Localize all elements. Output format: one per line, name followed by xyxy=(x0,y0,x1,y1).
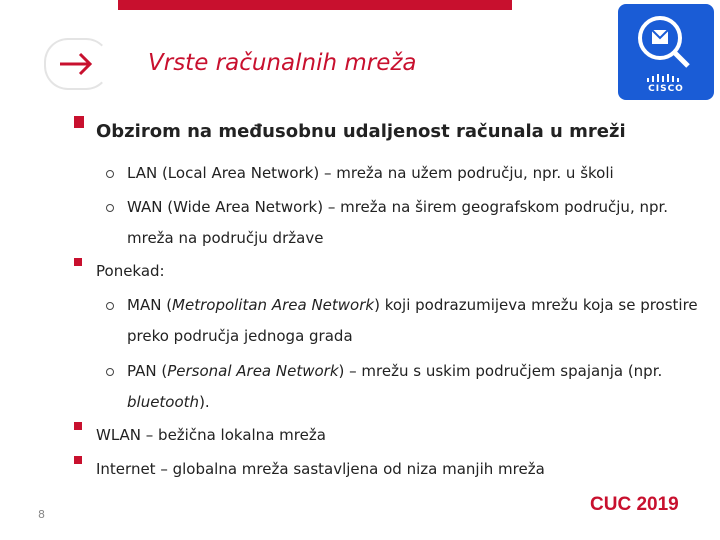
bullet-4: Internet – globalna mreža sastavljena od niza manjih mreža xyxy=(96,460,545,478)
bullet-2-sub-2-line-1 xyxy=(127,362,662,380)
bullet-1-sub-2-line-2: mreža na području države xyxy=(127,229,324,247)
sub-bullet-marker xyxy=(106,204,114,212)
cisco-logo xyxy=(618,4,714,100)
text-segment: ) koji podrazumijeva mrežu koja se prostire xyxy=(374,296,698,314)
footer-label: CUC 2019 xyxy=(590,494,679,515)
arrow-right-icon xyxy=(56,49,96,79)
bullet-2: Ponekad: xyxy=(96,262,165,280)
slide-title: Vrste računalnih mreža xyxy=(148,50,417,76)
text-segment: MAN ( xyxy=(127,296,173,314)
bullet-marker xyxy=(74,116,84,128)
bullet-3: WLAN – bežična lokalna mreža xyxy=(96,426,326,444)
bullet-1: Obzirom na međusobnu udaljenost računala u mreži xyxy=(96,121,626,142)
text-segment-italic: Metropolitan Area Network xyxy=(172,296,375,314)
bullet-marker xyxy=(74,422,82,430)
bullet-1-sub-1: LAN (Local Area Network) – mreža na užem području, npr. u školi xyxy=(127,164,614,182)
top-accent-bar xyxy=(118,0,512,10)
text-segment-italic: Personal Area Network xyxy=(167,362,339,380)
text-segment-italic: bluetooth xyxy=(127,393,200,411)
text-segment: PAN ( xyxy=(127,362,168,380)
bullet-2-sub-2-line-2 xyxy=(127,393,210,411)
bullet-2-sub-1-line-2: preko područja jednoga grada xyxy=(127,327,353,345)
bullet-1-sub-2-line-1: WAN (Wide Area Network) – mreža na širem geografskom području, npr. xyxy=(127,198,669,216)
page-number: 8 xyxy=(38,508,45,521)
sub-bullet-marker xyxy=(106,170,114,178)
sub-bullet-marker xyxy=(106,302,114,310)
text-segment: ) – mrežu s uskim područjem spajanja (npr. xyxy=(338,362,663,380)
arrow-badge xyxy=(44,38,110,90)
sub-bullet-marker xyxy=(106,368,114,376)
bullet-marker xyxy=(74,456,82,464)
bullet-marker xyxy=(74,258,82,266)
cisco-logo-text: CISCO xyxy=(648,84,684,94)
bullet-2-sub-1-line-1 xyxy=(127,296,698,314)
text-segment: ). xyxy=(199,393,210,411)
